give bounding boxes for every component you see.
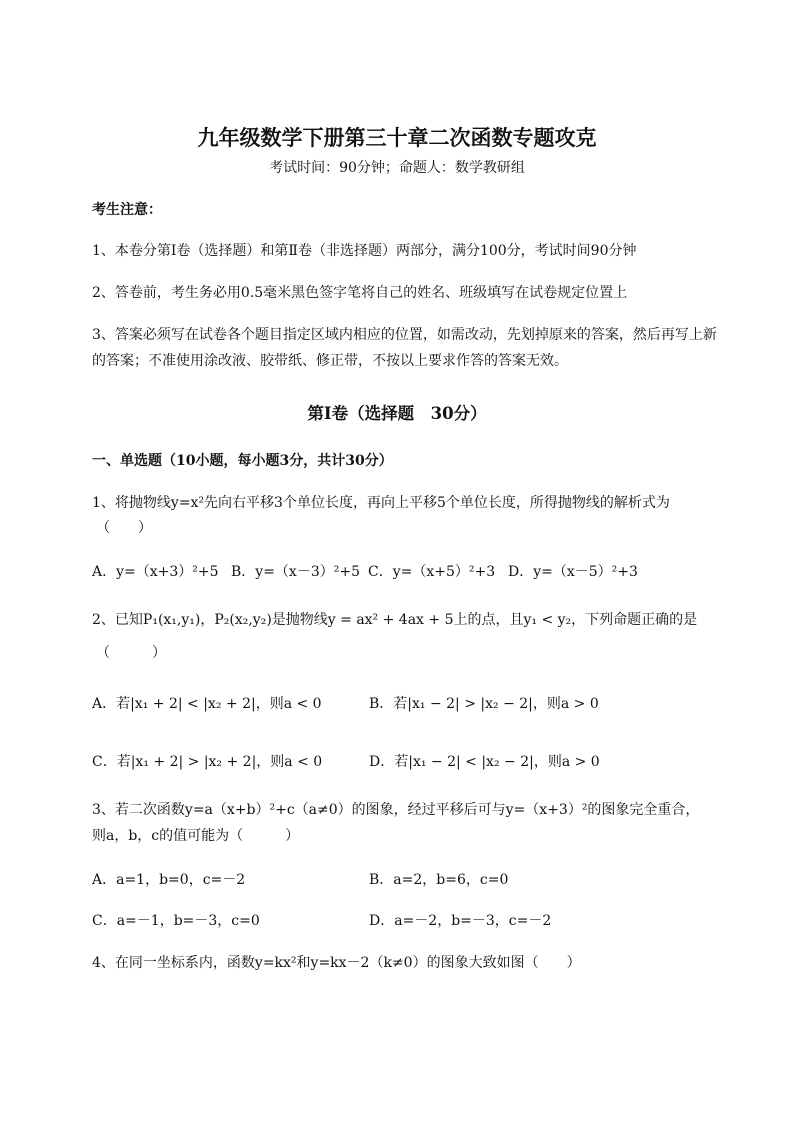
question-2-option-a: A．若|x₁ + 2| < |x₂ + 2|，则a < 0 bbox=[92, 696, 322, 712]
question-1-option-a: A．y=（x+3）²+5 bbox=[92, 564, 219, 580]
question-2-option-b: B．若|x₁ − 2| > |x₂ − 2|，则a > 0 bbox=[369, 696, 599, 712]
question-2-stem: 2、已知P₁(x₁,y₁)，P₂(x₂,y₂)是抛物线y = ax² + 4ax + 5上的点，且y₁ < y₂，下列命题正确的是 bbox=[92, 612, 698, 628]
question-1-option-c: C．y=（x+5）²+3 bbox=[368, 564, 496, 580]
section-title: 第Ⅰ卷（选择题 30分） bbox=[307, 404, 487, 423]
notice-heading: 考生注意： bbox=[92, 202, 162, 218]
question-3-option-c: C．a=－1，b=－3，c=0 bbox=[92, 913, 260, 929]
question-3-stem-continued: 则a，b，c的值可能为（ ） bbox=[92, 828, 300, 844]
notice-item: 3、答案必须写在试卷各个题目指定区域内相应的位置，如需改动，先划掉原来的答案，然后再写上新 bbox=[92, 327, 717, 343]
notice-item: 1、本卷分第Ⅰ卷（选择题）和第Ⅱ卷（非选择题）两部分，满分100分，考试时间90分钟 bbox=[92, 243, 637, 259]
page-title: 九年级数学下册第三十章二次函数专题攻克 bbox=[197, 125, 597, 150]
question-3-option-d: D．a=－2，b=－3，c=－2 bbox=[369, 913, 552, 929]
question-3-option-a: A．a=1，b=0，c=－2 bbox=[92, 872, 246, 888]
question-3-stem: 3、若二次函数y=a（x+b）²+c（a≠0）的图象，经过平移后可与y=（x+3）²的图象完全重合， bbox=[92, 802, 700, 818]
question-4-stem: 4、在同一坐标系内，函数y=kx²和y=kx－2（k≠0）的图象大致如图（ ） bbox=[92, 955, 581, 971]
question-1-option-d: D．y=（x－5）²+3 bbox=[508, 564, 638, 580]
question-2-blank: （ ） bbox=[96, 645, 166, 661]
part-heading: 一、单选题（10小题，每小题3分，共计30分） bbox=[92, 453, 393, 469]
exam-info: 考试时间：90分钟；命题人：数学教研组 bbox=[269, 160, 525, 176]
question-1-blank: （ ） bbox=[96, 520, 152, 536]
notice-item: 的答案；不准使用涂改液、胶带纸、修正带，不按以上要求作答的答案无效。 bbox=[92, 353, 568, 369]
question-3-option-b: B．a=2，b=6，c=0 bbox=[369, 872, 509, 888]
question-1-option-b: B．y=（x－3）²+5 bbox=[231, 564, 360, 580]
question-2-option-d: D．若|x₁ − 2| < |x₂ − 2|，则a > 0 bbox=[369, 754, 600, 770]
notice-item: 2、答卷前，考生务必用0.5毫米黑色签字笔将自己的姓名、班级填写在试卷规定位置上 bbox=[92, 285, 628, 301]
question-1-stem: 1、将抛物线y=x²先向右平移3个单位长度，再向上平移5个单位长度，所得抛物线的解析式为 bbox=[92, 495, 670, 511]
question-2-option-c: C．若|x₁ + 2| > |x₂ + 2|，则a < 0 bbox=[92, 754, 323, 770]
